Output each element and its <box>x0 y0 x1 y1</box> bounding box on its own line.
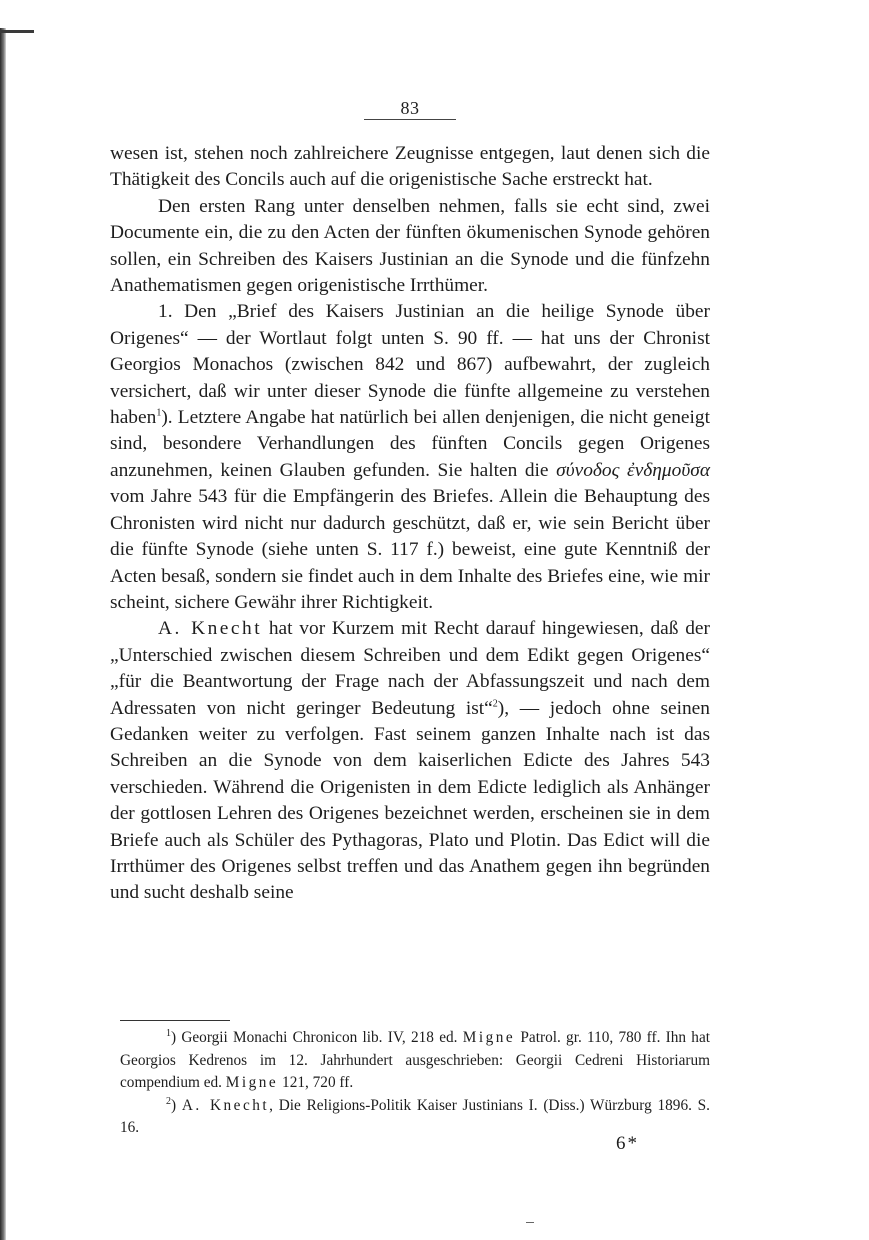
footnote-1 <box>120 1027 710 1095</box>
footnote-rule <box>120 1020 230 1021</box>
footnotes <box>120 1027 710 1140</box>
footnote-1-part-b: Patrol. gr. 110, 780 ff. Ihn hat Georgios Kedrenos im 12. Jahrhundert ausgeschrieben: Georgii Cedreni Historiarum compendium ed. <box>120 1029 711 1092</box>
page-number-rule <box>364 119 456 120</box>
footnote-1-migne: Migne <box>462 1029 516 1046</box>
paragraph-3-part-b: ). Letztere Angabe hat natürlich bei allen denjenigen, die nicht geneigt sind, besondere Verhandlungen des fünften Concils gegen Origenes anzunehmen, keinen Glauben gefunden. Sie halten die <box>110 407 710 481</box>
footnote-2-part-b: , Die Religions-Politik Kaiser Justinians I. (Diss.) Würzburg 1896. S. 16. <box>120 1096 711 1137</box>
footnote-1-part-c: 121, 720 ff. <box>278 1074 354 1092</box>
paragraph-1: wesen ist, stehen noch zahlreichere Zeugnisse entgegen, laut denen sich die Thätigkeit des Concils auch auf die origenistische Sache erstreckt hat. <box>110 143 710 191</box>
paragraph-2: Den ersten Rang unter denselben nehmen, falls sie echt sind, zwei Documente ein, die zu den Acten der fünften ökumenischen Synode gehören sollen, ein Schreiben des Kaisers Justinian an die Synode und die fünfzehn Anathematismen gegen origenistische Irrthümer. <box>110 195 710 297</box>
author-name-knecht: A. Knecht <box>158 618 263 640</box>
paragraph-3-part-a: 1. Den „Brief des Kaisers Justinian an die heilige Synode über Origenes“ — der Wortlaut folgt unten S. 90 ff. — hat uns der Chronist Georgios Monachos (zwischen 842 und 867) aufbewahrt, der zugleich versichert, daß wir unter dieser Synode die fünfte allgemeine zu verstehen haben <box>110 301 710 429</box>
footnote-2-part-a: ) <box>171 1096 182 1114</box>
main-text <box>110 141 710 907</box>
footnote-2-author: A. Knecht <box>181 1096 270 1114</box>
footnote-1-mark: 1 <box>166 1027 171 1039</box>
paragraph-3 <box>110 299 710 616</box>
footnote-2-mark: 2 <box>166 1095 171 1107</box>
footnote-1-part-a: ) Georgii Monachi Chronicon lib. IV, 218 ed. <box>171 1029 463 1046</box>
scan-border-left <box>0 28 6 1240</box>
paragraph-3-part-c: vom Jahre 543 für die Empfängerin des Briefes. Allein die Behauptung des Chronisten wird nicht nur dadurch geschützt, daß er, wie sein Bericht über die fünfte Synode (siehe unten S. 117 f.) beweist, eine gute Kenntniß der Acten besaß, sondern sie findet auch in dem Inhalte des Briefes eine, wie mir scheint, sichere Gewähr ihrer Richtigkeit. <box>110 486 710 613</box>
footnote-ref-1: 1 <box>156 407 162 419</box>
paragraph-4-part-a: hat vor Kurzem mit Recht darauf hingewiesen, daß der „Unterschied zwischen diesem Schreiben und dem Edikt gegen Origenes“ „für die Beantwortung der Frage nach der Abfassungszeit und nach dem Adressaten von nicht geringer Bedeutung ist“ <box>110 618 710 719</box>
paragraph-4 <box>110 616 710 906</box>
footnote-ref-2: 2 <box>492 698 498 710</box>
printer-signature: 6* <box>616 1133 639 1154</box>
page-number: 83 <box>400 98 420 118</box>
paragraph-4-part-b: ), — jedoch ohne seinen Gedanken weiter zu verfolgen. Fast seinem ganzen Inhalte nach ist das Schreiben an die Synode von dem kaiserlichen Edicte des Jahres 543 verschieden. Während die Origenisten in dem Edicte lediglich als Anhänger der gottlosen Lehren des Origenes bezeichnet werden, erscheinen sie in dem Briefe auch als Schüler des Pythagoras, Plato und Plotin. Das Edict will die Irrthümer des Origenes selbst treffen und das Anathem gegen ihn begründen und sucht deshalb seine <box>110 697 710 904</box>
footnote-1-migne-2: Migne <box>225 1074 279 1092</box>
bottom-mark <box>526 1222 534 1223</box>
greek-phrase: σύνοδος ἐνδημοῦσα <box>556 459 710 481</box>
scan-border-top-mark <box>0 30 34 33</box>
